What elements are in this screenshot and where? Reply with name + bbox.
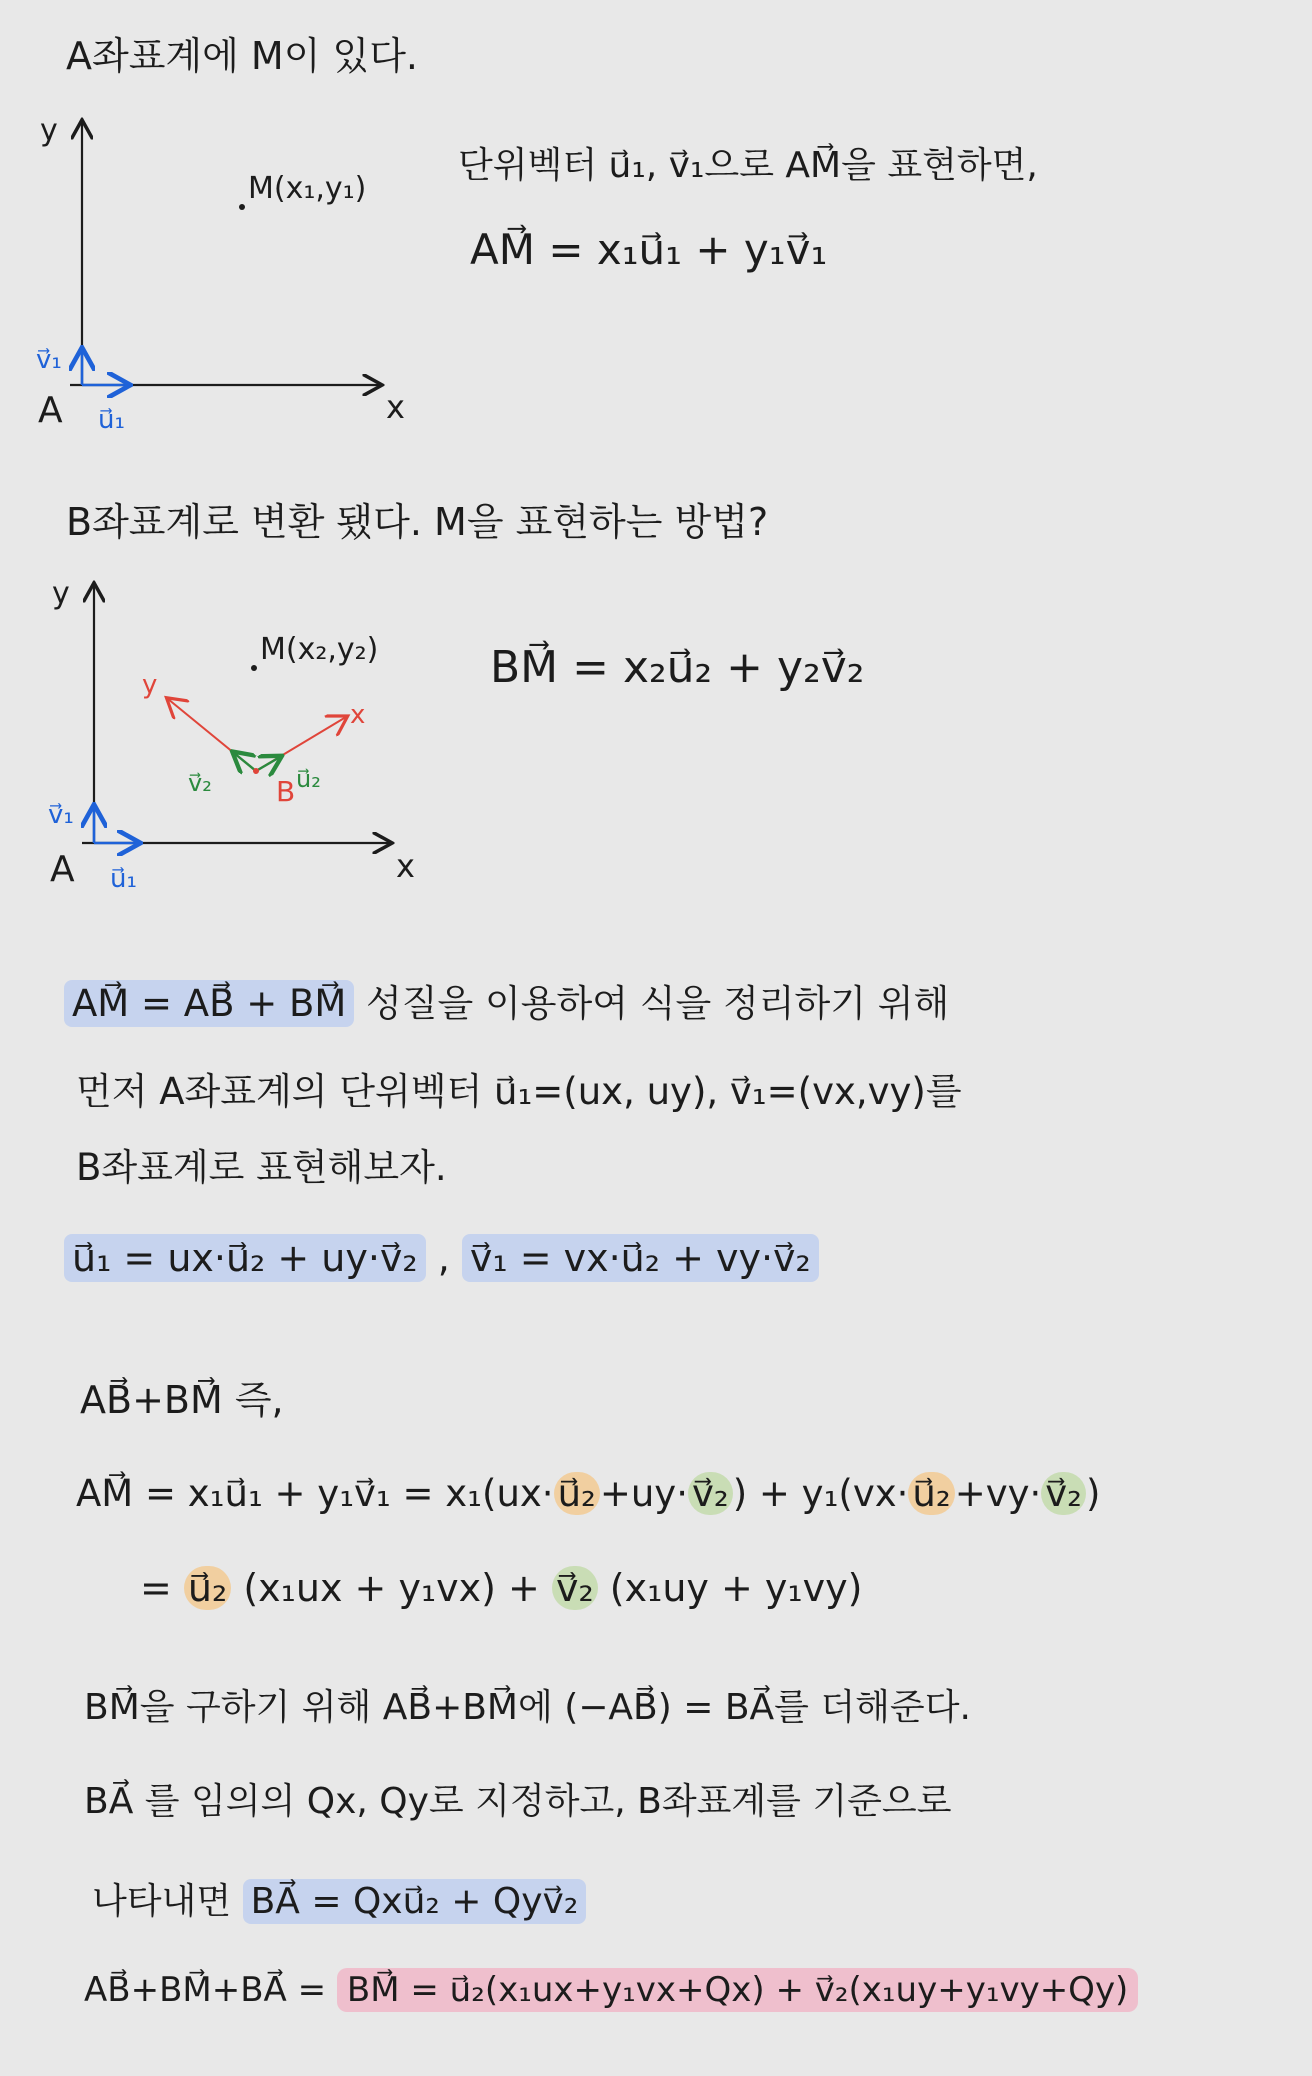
b-u2-label: u⃗₂ <box>296 765 321 793</box>
b-v2-label: v⃗₂ <box>188 769 212 797</box>
sec4-line1: AB⃗+BM⃗ 즉, <box>80 1378 284 1422</box>
sec5-line3 <box>92 1874 586 1930</box>
sec1-desc: 단위벡터 u⃗₁, v⃗₁으로 AM⃗을 표현하면, <box>458 145 1038 186</box>
sec4-l3-u2: u⃗₂ <box>184 1566 231 1610</box>
sec4-l2-u2: u⃗₂ <box>554 1472 600 1515</box>
sec3-sep: , <box>425 1236 462 1280</box>
b-point-m <box>251 665 257 671</box>
b-x-label: x <box>396 847 415 885</box>
b-b-label: B <box>276 775 296 808</box>
sec4-l2b: +uy· <box>599 1472 688 1515</box>
b-point-label: M(x₂,y₂) <box>260 632 379 667</box>
sec4-l3b: (x₁ux + y₁vx) + <box>231 1566 552 1610</box>
b-v2-arrow <box>234 753 256 771</box>
sec2-title: B좌표계로 변환 됐다. M을 표현하는 방법? <box>66 500 769 544</box>
sec4-l2d: +vy· <box>954 1472 1042 1515</box>
sec3-eq-v: v⃗₁ = vx·u⃗₂ + vy·v⃗₂ <box>462 1234 819 1282</box>
b-v1-label: v⃗₁ <box>48 800 74 830</box>
diagram-b <box>38 575 458 905</box>
sec5-bm-result: BM⃗ = u⃗₂(x₁ux+y₁vx+Qx) + v⃗₂(x₁uy+y₁vy+Qy) <box>337 1968 1138 2012</box>
b-y-label: y <box>52 576 70 611</box>
sec3-line1 <box>64 976 949 1032</box>
a-point-label: M(x₁,y₁) <box>248 171 367 206</box>
b-origin-label: A <box>50 849 75 890</box>
a-point-m <box>239 204 245 210</box>
b-u1-label: u⃗₁ <box>110 864 137 894</box>
sec4-l3c: (x₁uy + y₁vy) <box>597 1566 863 1610</box>
sec4-l3a: = <box>140 1566 184 1610</box>
sec4-l2-u2b: u⃗₂ <box>908 1472 954 1515</box>
sec2-eq: BM⃗ = x₂u⃗₂ + y₂v⃗₂ <box>490 642 865 693</box>
a-x-label: x <box>386 388 405 426</box>
sec5-line1: BM⃗을 구하기 위해 AB⃗+BM⃗에 (−AB⃗) = BA⃗를 더해준다. <box>84 1687 971 1728</box>
diagram-a <box>30 110 450 435</box>
sec5-line4a: AB⃗+BM⃗+BA⃗ = <box>84 1970 337 2010</box>
a-u1-label: u⃗₁ <box>98 405 125 435</box>
sec4-line2 <box>76 1466 1100 1522</box>
sec5-line2: BA⃗ 를 임의의 Qx, Qy로 지정하고, B좌표계를 기준으로 <box>84 1781 952 1822</box>
sec3-line3: B좌표계로 표현해보자. <box>76 1146 447 1189</box>
a-origin-label: A <box>38 390 63 431</box>
b-red-x-label: x <box>350 700 366 730</box>
sec3-line1-rest: 성질을 이용하여 식을 정리하기 위해 <box>354 982 950 1025</box>
sec3-line4 <box>64 1230 819 1286</box>
b-red-y-label: y <box>142 670 158 700</box>
sec5-line4 <box>84 1962 1138 2018</box>
sec1-title: A좌표계에 M이 있다. <box>66 34 418 78</box>
sec5-ba-eq: BA⃗ = Qxu⃗₂ + Qyv⃗₂ <box>243 1879 587 1924</box>
a-v1-label: v⃗₁ <box>36 345 62 375</box>
sec4-l2-v2b: v⃗₂ <box>1041 1472 1086 1515</box>
sec1-eq: AM⃗ = x₁u⃗₁ + y₁v⃗₁ <box>470 225 828 274</box>
b-origin-point <box>253 768 259 774</box>
a-y-label: y <box>40 113 58 148</box>
sec4-l3-v2: v⃗₂ <box>552 1566 598 1610</box>
sec4-l2-v2: v⃗₂ <box>688 1472 733 1515</box>
sec3-eq-u: u⃗₁ = ux·u⃗₂ + uy·v⃗₂ <box>64 1234 426 1282</box>
sec4-line3 <box>140 1560 862 1616</box>
sec3-line2: 먼저 A좌표계의 단위벡터 u⃗₁=(ux, uy), v⃗₁=(vx,vy)를 <box>76 1070 962 1113</box>
sec3-hl-am: AM⃗ = AB⃗ + BM⃗ <box>64 980 354 1027</box>
sec4-l2a: AM⃗ = x₁u⃗₁ + y₁v⃗₁ = x₁(ux· <box>76 1472 554 1515</box>
sec5-line3a: 나타내면 <box>92 1881 243 1922</box>
sec4-l2c: ) + y₁(vx· <box>732 1472 909 1515</box>
sec4-l2e: ) <box>1086 1472 1101 1515</box>
b-u2-arrow <box>256 757 280 771</box>
